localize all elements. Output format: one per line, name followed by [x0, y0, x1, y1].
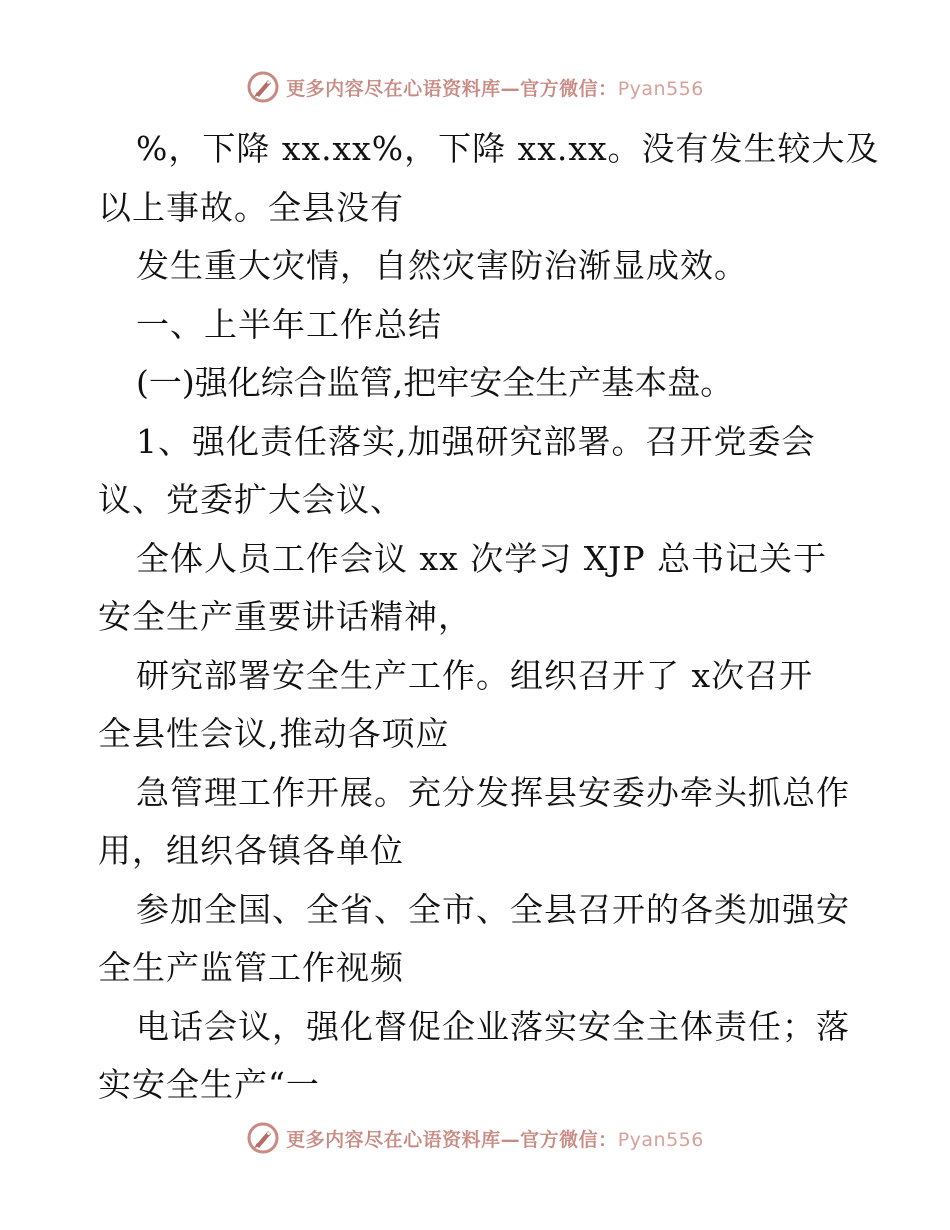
subsection-heading: (一)强化综合监管,把牢安全生产基本盘。: [136, 363, 734, 402]
paragraph-line: 以上事故。全县没有: [98, 187, 404, 227]
paragraph-line: 1、强化责任落实,加强研究部署。召开党委会: [136, 421, 816, 461]
pen-nib-seal-icon: [246, 70, 280, 104]
paragraph-line: 电话会议，强化督促企业落实安全主体责任；落: [136, 1006, 850, 1046]
watermark-text: 更多内容尽在心语资料库—官方微信：Pyan556: [286, 1128, 704, 1151]
header-watermark: [0, 70, 950, 104]
document-body: [98, 120, 880, 1115]
footer-watermark: [0, 1121, 950, 1155]
pen-nib-seal-icon: [246, 1121, 280, 1155]
paragraph-line: 参加全国、全省、全市、全县召开的各类加强安: [136, 889, 850, 929]
paragraph-line: 研究部署安全生产工作。组织召开了 x次召开: [136, 655, 814, 695]
paragraph-line: 用，组织各镇各单位: [98, 831, 404, 870]
paragraph-line: 急管理工作开展。充分发挥县安委办牵头抓总作: [136, 772, 850, 812]
paragraph-line: 发生重大灾情，自然灾害防治渐显成效。: [136, 246, 748, 285]
paragraph-line: 全县性会议,推动各项应: [98, 714, 450, 753]
paragraph-line: %，下降 xx.xx%，下降 xx.xx。没有发生较大及: [136, 129, 880, 168]
paragraph-line: 全体人员工作会议 xx 次学习 XJP 总书记关于: [136, 538, 828, 578]
paragraph-line: 安全生产重要讲话精神，: [98, 597, 472, 636]
paragraph-line: 议、党委扩大会议、: [98, 480, 404, 519]
section-heading: 一、上半年工作总结: [136, 304, 442, 344]
paragraph-line: 全生产监管工作视频: [98, 948, 404, 987]
watermark-text: 更多内容尽在心语资料库—官方微信：Pyan556: [286, 77, 704, 100]
paragraph-line: 实安全生产“一: [98, 1065, 320, 1104]
